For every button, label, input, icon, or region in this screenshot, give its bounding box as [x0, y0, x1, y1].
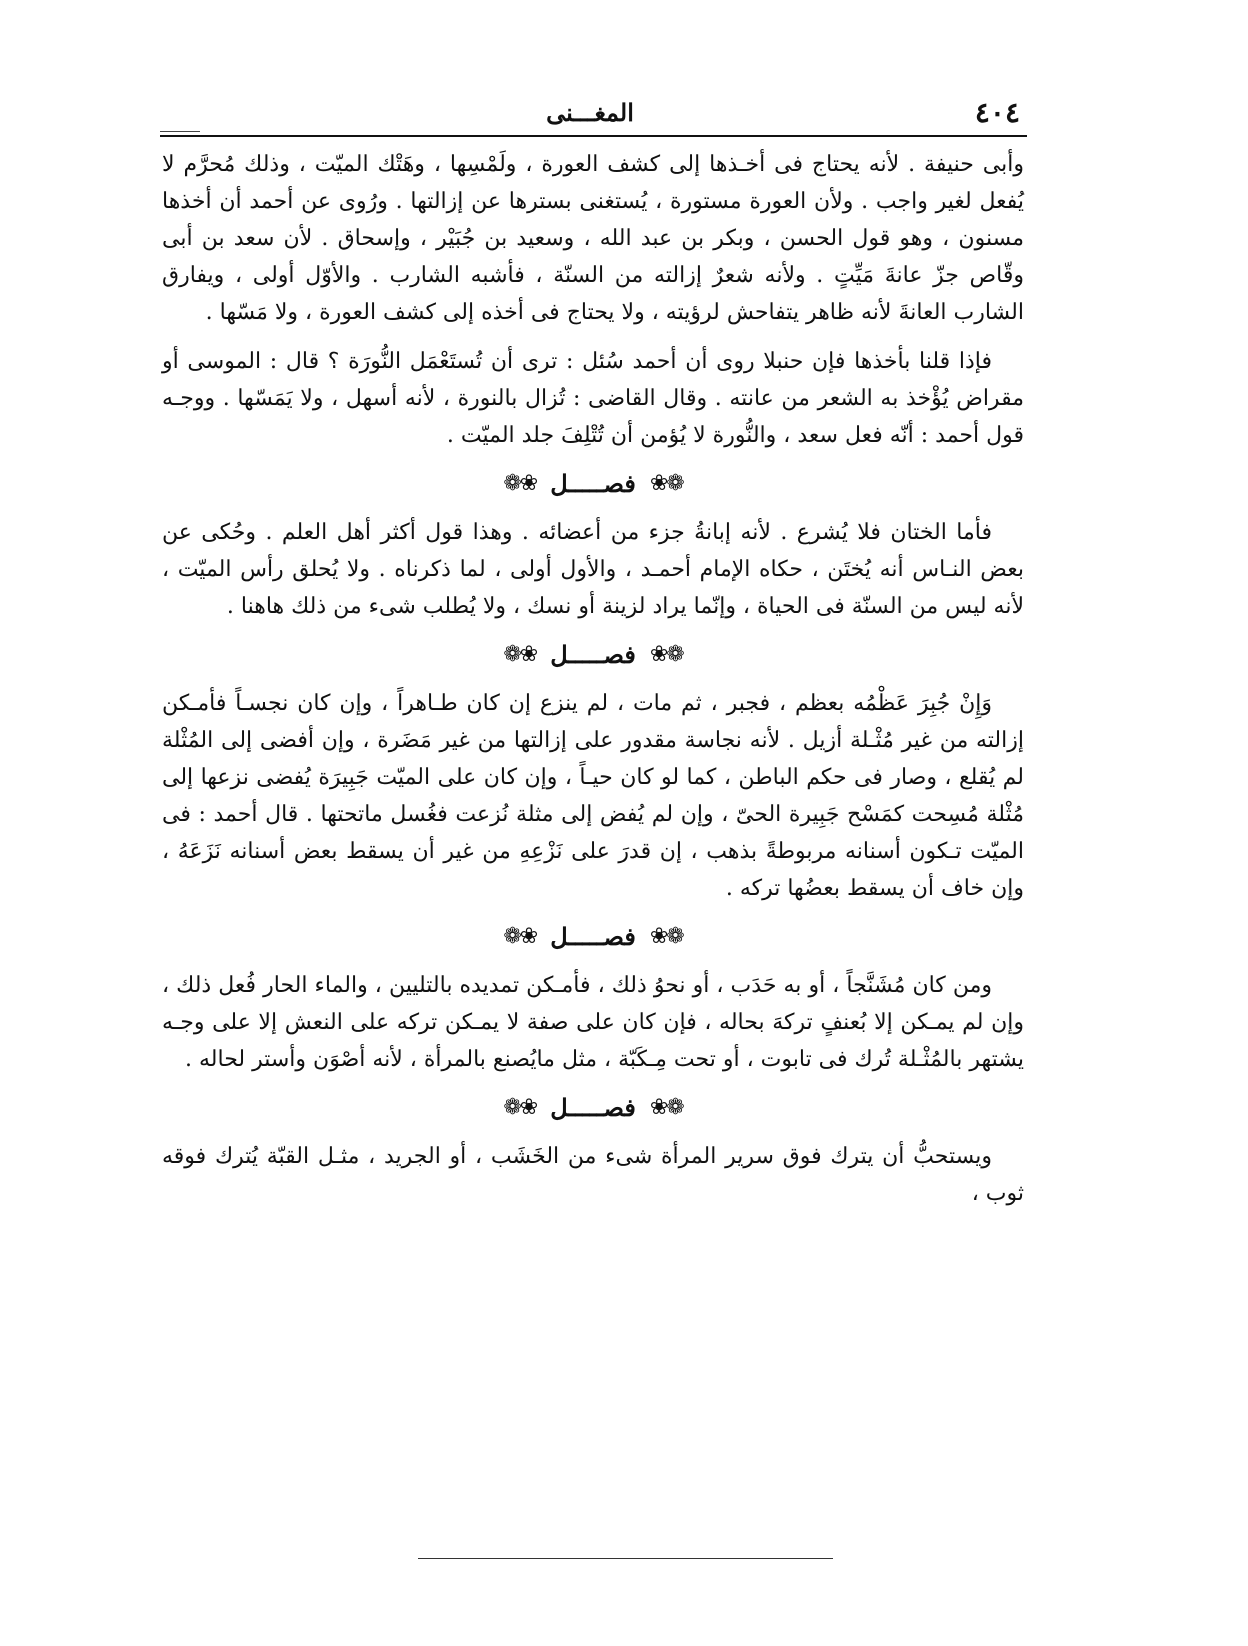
section-heading-4 [162, 1078, 1024, 1138]
section-heading-2 [162, 625, 1024, 685]
section-heading-3 [162, 907, 1024, 967]
section-heading-label: فصـــــل [550, 922, 636, 951]
ornament-icon: ❁❀ [649, 924, 683, 949]
section-1-text: فأما الختان فلا يُشرع . لأنه إبانةُ جزء من أعضائه . وهذا قول أكثر أهل العلم . وحُكى عن بعض النـاس أنه يُختَن ، حكاه الإمام أحمـد ، والأول أولى ، لما ذكرناه . ولا يُحلق رأس الميّت ، لأنه ليس من السنّة فى الحياة ، وإنّما يراد لزينة أو نسك ، ولا يُطلب شىء من ذلك هاهنا . [162, 520, 1024, 619]
ornament-icon: ❀❁ [503, 642, 537, 667]
section-2-text: وَإِنْ جُبِرَ عَظْمُه بعظم ، فجبر ، ثم مات ، لم ينزع إن كان طـاهراً ، وإن كان نجسـاً فأمـكن إزالته من غير مُثْـلة أزيل . لأنه نجاسة مقدور على إزالتها من غير مَضَرة ، وإن أفضى إلى المُثْلة لم يُقلع ، وصار فى حكم الباطن ، كما لو كان حيـاً ، وإن كان على الميّت جَبِيرَة يُفضى نزعها إلى مُثْلة مُسِحت كمَسْح جَبِيرة الحىّ ، وإن لم يُفض إلى مثلة نُزعت فغُسل ماتحتها . قال أحمد : فى الميّت تـكون أسنانه مربوطةً بذهب ، إن قدرَ على نَزْعِهِ من غير أن يسقط بعض أسنانه نَزَعَهُ ، وإن خاف أن يسقط بعضُها تركه . [162, 691, 1024, 901]
ornament-icon: ❀❁ [503, 924, 537, 949]
footer-rule [418, 1558, 833, 1559]
ornament-icon: ❁❀ [649, 642, 683, 667]
page-body [162, 146, 1024, 1212]
section-heading-label: فصـــــل [550, 469, 636, 498]
section-heading-1 [162, 454, 1024, 514]
paragraph-1: وأبى حنيفة . لأنه يحتاج فى أخـذها إلى كشف العورة ، ولَمْسِها ، وهَتْك الميّت ، وذلك مُحرَّم لا يُفعل لغير واجب . ولأن العورة مستورة ، يُستغنى بسترها عن إزالتها . ورُوى عن أحمد أن أخذها مسنون ، وهو قول الحسن ، وبكر بن عبد الله ، وسعيد بن جُبَيْر ، وإسحاق . لأن سعد بن أبى وقّاص جزّ عانةَ مَيِّتٍ . ولأنه شعرٌ إزالته من السنّة ، فأشبه الشارب . والأوّل أولى ، ويفارق الشارب العانةَ لأنه ظاهر يتفاحش لرؤيته ، ولا يحتاج فى أخذه إلى كشف العورة ، ولا مَسّها . [162, 152, 1024, 325]
running-title: المغـــنى [546, 98, 634, 127]
header-rule [160, 135, 1027, 137]
header-rule-thin [160, 131, 200, 132]
section-4-text: ويستحبُّ أن يترك فوق سرير المرأة شىء من الخَشَب ، أو الجريد ، مثـل القبّة يُترك فوقه ثوب ، [162, 1144, 1024, 1206]
ornament-icon: ❁❀ [649, 1095, 683, 1120]
section-heading-label: فصـــــل [550, 640, 636, 669]
page-header [160, 96, 1020, 132]
ornament-icon: ❀❁ [503, 471, 537, 496]
paragraph-2: فإذا قلنا بأخذها فإن حنبلا روى أن أحمد سُئل : ترى أن تُستَعْمَل النُّورَة ؟ قال : الموسى أو مقراض يُؤْخذ به الشعر من عانته . وقال القاضى : تُزال بالنورة ، لأنه أسهل ، ولا يَمَسّها . ووجـه قول أحمد : أنّه فعل سعد ، والنُّورة لا يُؤمن أن تُتْلِفَ جلد الميّت . [162, 349, 1024, 448]
section-heading-label: فصـــــل [550, 1093, 636, 1122]
ornament-icon: ❁❀ [649, 471, 683, 496]
section-3-text: ومن كان مُشَنَّجاً ، أو به حَدَب ، أو نحوُ ذلك ، فأمـكن تمديده بالتليين ، والماء الحار فُعل ذلك ، وإن لم يمـكن إلا بُعنفٍ تركهَ بحاله ، فإن كان على صفة لا يمـكن تركه على النعش إلا على وجـه يشتهر بالمُثْـلة تُرك فى تابوت ، أو تحت مِـكَبّة ، مثل مايُصنع بالمرأة ، لأنه أصْوَن وأستر لحاله . [162, 973, 1024, 1072]
page-number: ٤٠٤ [974, 96, 1020, 129]
ornament-icon: ❀❁ [503, 1095, 537, 1120]
